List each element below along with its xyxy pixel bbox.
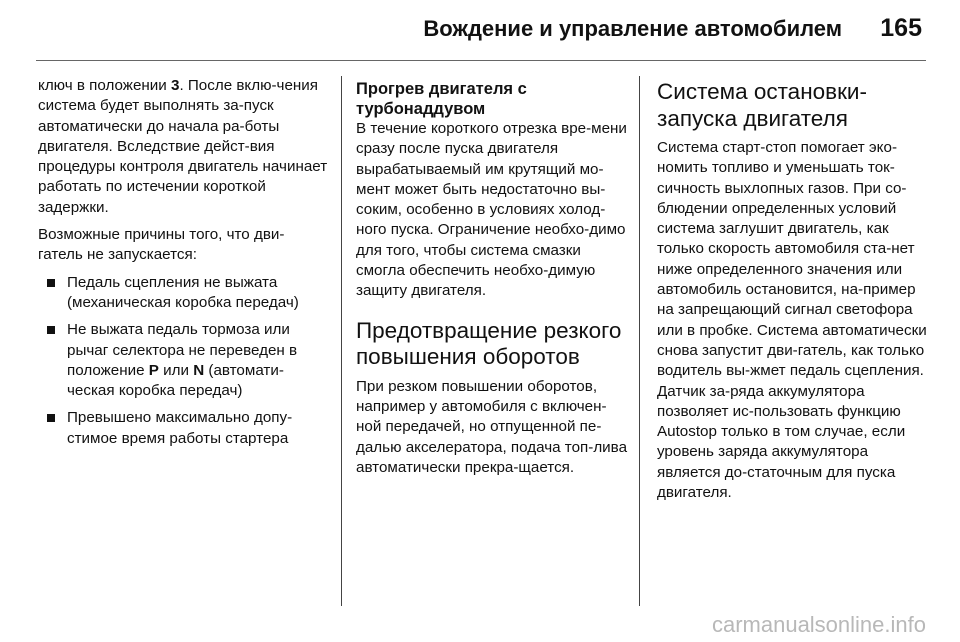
- list-item: [38, 408, 328, 449]
- list-item-text: Превышено максимально допу-стимое время работы стартера: [67, 409, 293, 447]
- paragraph: Система старт-стоп помогает эко-номить топливо и уменьшать ток-сичность выхлопных газов. При со-блюдении определенных условий система заглушит двигатель, как только скорость автомобиля ста-нет ниже определенного значения или автомобиль остановится, на-пример на запрещающий сигнал светофора или в пробке. Система автоматически снова запустит дви-гатель, как только водитель вы-жмет педаль сцепления. Датчик за-ряда аккумулятора позволяет ис-пользовать функцию Autostop только в том случае, если уровень заряда аккумулятора является до-статочным для пуска двигателя.: [657, 139, 927, 502]
- page-title: Вождение и управление автомобилем: [423, 16, 842, 41]
- section-heading: Система остановки-запуска двигателя: [657, 79, 867, 131]
- list-item-text: или: [158, 361, 194, 379]
- column-divider: [341, 76, 342, 606]
- paragraph: [38, 76, 328, 218]
- bullet-icon: [47, 414, 55, 422]
- section-heading: Предотвращение резкого повышения оборотов: [356, 317, 622, 370]
- section-heading: Прогрев двигателя с турбонаддувом: [356, 80, 527, 118]
- bold-key-position: 3: [170, 77, 180, 94]
- column-right: [657, 79, 932, 510]
- gear-position-n: N: [193, 361, 205, 379]
- column-left: [38, 76, 328, 456]
- watermark: carmanualsonline.info: [711, 612, 926, 637]
- paragraph: Возможные причины того, что дви-гатель не запускается:: [38, 226, 285, 264]
- paragraph: При резком повышении оборотов, например у автомобиля с включен-ной передачей, но отпущенной пе-далью акселератора, подача топ-лива автоматически прекра-щается.: [356, 377, 628, 476]
- page-header: [0, 0, 960, 62]
- page-number: 165: [880, 14, 922, 42]
- text-span: . После вклю-чения система будет выполнять за-пуск автоматически до начала ра-боты двигателя. Вследствие дейст-вия процедуры контроля двигатель начинает работать по истечении короткой задержки.: [38, 77, 328, 216]
- list-item-text: Педаль сцепления не выжата (механическая коробка передач): [67, 273, 299, 311]
- column-middle: [356, 79, 628, 485]
- list-item: [38, 273, 328, 314]
- header-rule: [36, 60, 926, 61]
- paragraph: В течение короткого отрезка вре-мени сразу после пуска двигателя вырабатываемый им крутящий мо-мент может быть недостаточно вы-соким, особенно в условиях холод-ного пуска. Ограничение необхо-димо для того, чтобы система смазки смогла обеспечить необхо-димую защиту двигателя.: [356, 120, 627, 300]
- column-divider: [639, 76, 640, 606]
- list-item-text: (автомати-ческая коробка передач): [67, 361, 284, 400]
- cause-list: [38, 273, 328, 449]
- list-item: [38, 320, 328, 401]
- list-item-text: Не выжата педаль тормоза или рычаг селектора не переведен в положение: [67, 321, 298, 379]
- gear-position-p: P: [148, 361, 159, 379]
- text-span: ключ в положении: [38, 77, 171, 94]
- bullet-icon: [47, 279, 55, 287]
- bullet-icon: [47, 326, 55, 334]
